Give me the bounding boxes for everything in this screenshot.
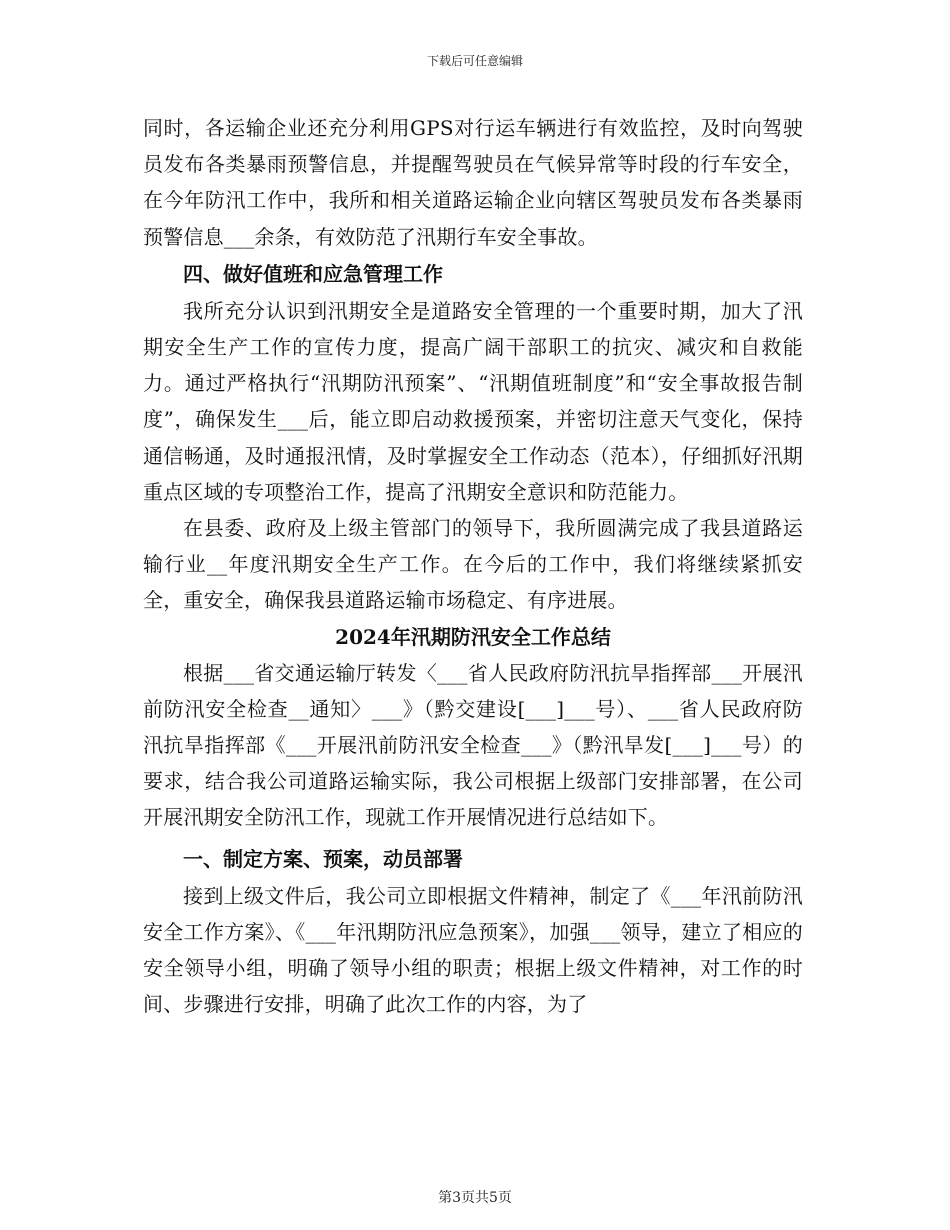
paragraph-continuation: 同时，各运输企业还充分利用GPS对行运车辆进行有效监控，及时向驾驶员发布各类暴雨预警信息，并提醒驾驶员在气候异常等时段的行车安全，在今年防汛工作中，我所和相关道路运输企业向辖区驾驶员发布各类暴雨预警信息___余条，有效防范了汛期行车安全事故。: [143, 116, 803, 249]
paragraph-conclusion: 在县委、政府及上级主管部门的领导下，我所圆满完成了我县道路运输行业__年度汛期安全生产工作。在今后的工作中，我们将继续紧抓安全，重安全，确保我县道路运输市场稳定、有序进展。: [143, 516, 803, 613]
document-body: [143, 110, 803, 1022]
page-footer: 第3页共5页: [438, 1190, 512, 1206]
paragraph-basis: 根据___省交通运输厅转发〈___省人民政府防汛抗旱指挥部___开展汛前防汛安全检查__通知〉___》（黔交建设[___]___号）、___省人民政府防汛抗旱指挥部《___开展汛前防汛安全检查___》（黔汛旱发[___]___号）的要求，结合我公司道路运输实际，我公司根据上级部门安排部署，在公司开展汛期安全防汛工作，现就工作开展情况进行总结如下。: [143, 660, 803, 830]
section-heading-4: 四、做好值班和应急管理工作: [183, 261, 443, 286]
section-heading-1: 一、制定方案、预案，动员部署: [183, 846, 463, 871]
paragraph-duty-management: 我所充分认识到汛期安全是道路安全管理的一个重要时期，加大了汛期安全生产工作的宣传力度，提高广阔干部职工的抗灾、减灾和自救能力。通过严格执行“汛期防汛预案”、“汛期值班制度”和“安全事故报告制度”，确保发生___后，能立即启动救援预案，并密切注意天气变化，保持通信畅通，及时通报汛情，及时掌握安全工作动态（范本），仔细抓好汛期重点区域的专项整治工作，提高了汛期安全意识和防范能力。: [143, 298, 803, 504]
paragraph-plan: 接到上级文件后，我公司立即根据文件精神，制定了《___年汛前防汛安全工作方案》、《___年汛期防汛应急预案》，加强___领导，建立了相应的安全领导小组，明确了领导小组的职责；根据上级文件精神，对工作的时间、步骤进行安排，明确了此次工作的内容，为了: [143, 883, 803, 1017]
document-title: 2024年汛期防汛安全工作总结: [335, 624, 611, 649]
page-header: 下载后可任意编辑: [426, 54, 523, 68]
